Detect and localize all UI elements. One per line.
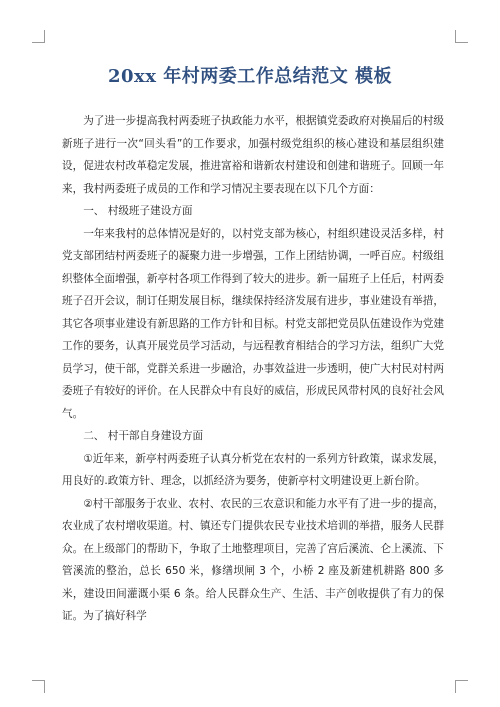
crop-mark-top-left bbox=[32, 30, 45, 43]
document-body bbox=[62, 110, 444, 628]
body-paragraph: ①近年来，新亭村两委班子认真分析党在农村的一系列方针政策，谋求发展，用良好的.政策方针、理念，以抓经济为要务，使新亭村文明建设更上新台阶。 bbox=[62, 452, 444, 487]
section-heading-village-team: 一、 村级班子建设方面 bbox=[83, 205, 193, 217]
body-paragraph: ②村干部服务于农业、农村、农民的三农意识和能力水平有了进一步的提高，农业成了农村增收渠道。村、镇还专门提供农民专业技术培训的举措，服务人民群众。在上级部门的帮助下，争取了土地整理项目，完善了宫后溪流、仑上溪流、下管溪流的整治，总长 650 米，修缮坝闸 3 个，小桥 2 座及新建机耕路 800 多米，建设田间灌溉小渠 6 条。给人民群众生产、生活、丰产创收提供了有力的保证。为了搞好科学 bbox=[62, 497, 444, 622]
document-title: 20xx 年村两委工作总结范文 模板 bbox=[107, 66, 393, 87]
crop-mark-bottom-right bbox=[455, 680, 468, 693]
body-paragraph: 一年来我村的总体情况是好的，以村党支部为核心，村组织建设灵活多样，村党支部团结村两委班子的凝聚力进一步增强，工作上团结协调，一呼百应。村级组织整体全面增强，新亭村各项工作得到了较大的进步。新一届班子上任后，村两委班子召开会议，制订任期发展目标，继续保持经济发展有进步，事业建设有举措，其它各项事业建设有新思路的工作方针和目标。村党支部把党员队伍建设作为党建工作的要务，认真开展党员学习活动，与远程教育相结合的学习方法，组织广大党员学习，使干部，党群关系进一步融洽，办事效益进一步透明，使广大村民对村两委班子有较好的评价。在人民群众中有良好的威信，形成民风带村风的良好社会风气。 bbox=[62, 227, 444, 420]
crop-mark-top-right bbox=[455, 30, 468, 43]
section-heading-cadre-building: 二、 村干部自身建设方面 bbox=[83, 430, 204, 442]
crop-mark-bottom-left bbox=[32, 680, 45, 693]
intro-paragraph: 为了进一步提高我村两委班子执政能力水平，根据镇党委政府对换届后的村级新班子进行一次“回头看”的工作要求，加强村级党组织的核心建设和基层组织建设，促进农村改革稳定发展，推进富裕和谐新农村建设和创建和谐班子。回顾一年来，我村两委班子成员的工作和学习情况主要表现在以下几个方面： bbox=[62, 115, 444, 195]
